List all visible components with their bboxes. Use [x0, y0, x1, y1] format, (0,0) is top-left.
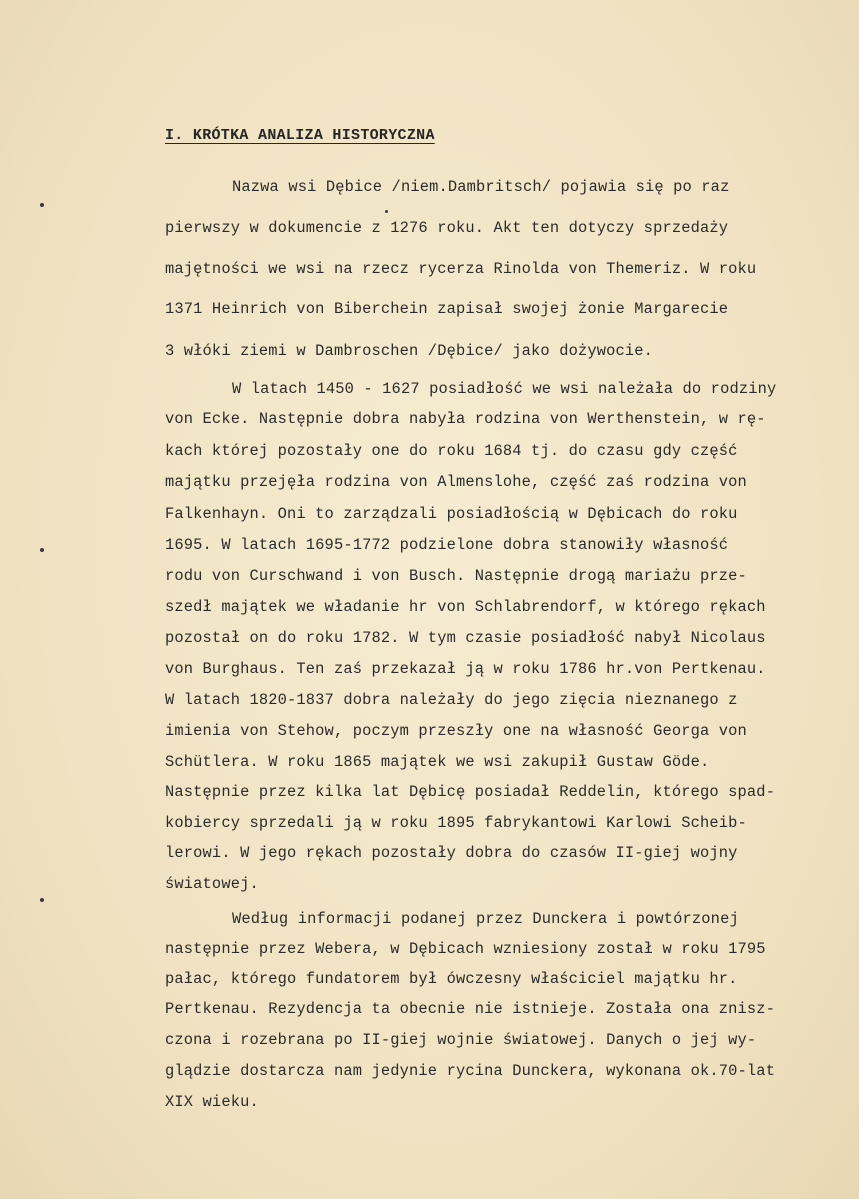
- text-line: majątku przejęła rodzina von Almenslohe, część zaś rodzina von: [165, 473, 747, 491]
- text-line: W latach 1450 - 1627 posiadłość we wsi należała do rodziny: [232, 380, 777, 398]
- text-line: XIX wieku.: [165, 1093, 259, 1111]
- text-line: lerowi. W jego rękach pozostały dobra do czasów II-giej wojny: [165, 844, 738, 862]
- text-line: 3 włóki ziemi w Dambroschen /Dębice/ jako dożywocie.: [165, 342, 654, 360]
- text-line: glądzie dostarcza nam jedynie rycina Dunckera, wykonana ok.70-lat: [165, 1062, 776, 1080]
- text-line: Falkenhayn. Oni to zarządzali posiadłością w Dębicach do roku: [165, 505, 738, 523]
- text-line: pierwszy w dokumencie z 1276 roku. Akt ten dotyczy sprzedaży: [165, 219, 729, 237]
- text-line: von Ecke. Następnie dobra nabyła rodzina von Werthenstein, w rę-: [165, 410, 766, 428]
- text-line: rodu von Curschwand i von Busch. Następnie drogą mariażu prze-: [165, 567, 747, 585]
- text-line: światowej.: [165, 875, 259, 893]
- text-line: czona i rozebrana po II-giej wojnie światowej. Danych o jej wy-: [165, 1031, 757, 1049]
- text-line: von Burghaus. Ten zaś przekazał ją w roku 1786 hr.von Pertkenau.: [165, 660, 766, 678]
- paper-speck: [40, 548, 44, 552]
- text-line: kach której pozostały one do roku 1684 tj. do czasu gdy część: [165, 442, 738, 460]
- text-line: 1371 Heinrich von Biberchein zapisał swojej żonie Margarecie: [165, 300, 729, 318]
- paper-speck: [40, 898, 44, 902]
- text-line: szedł majątek we władanie hr von Schlabrendorf, w którego rękach: [165, 598, 766, 616]
- text-line: Następnie przez kilka lat Dębicę posiadał Reddelin, którego spad-: [165, 783, 776, 801]
- text-line: kobiercy sprzedali ją w roku 1895 fabrykantowi Karlowi Scheib-: [165, 814, 747, 832]
- text-line: imienia von Stehow, poczym przeszły one na własność Georga von: [165, 722, 747, 740]
- text-line: pałac, którego fundatorem był ówczesny właściciel majątku hr.: [165, 970, 738, 988]
- text-line: pozostał on do roku 1782. W tym czasie posiadłość nabył Nicolaus: [165, 629, 766, 647]
- text-line: Według informacji podanej przez Dunckera i powtórzonej: [232, 910, 739, 928]
- paper-speck: [40, 203, 44, 207]
- text-line: 1695. W latach 1695-1772 podzielone dobra stanowiły własność: [165, 536, 729, 554]
- section-heading: I. KRÓTKA ANALIZA HISTORYCZNA: [165, 127, 435, 144]
- paper-speck: [385, 210, 388, 213]
- text-line: Pertkenau. Rezydencja ta obecnie nie istnieje. Została ona znisz-: [165, 1000, 776, 1018]
- text-line: następnie przez Webera, w Dębicach wzniesiony został w roku 1795: [165, 940, 766, 958]
- text-line: Nazwa wsi Dębice /niem.Dambritsch/ pojawia się po raz: [232, 178, 730, 196]
- text-line: Schütlera. W roku 1865 majątek we wsi zakupił Gustaw Göde.: [165, 753, 710, 771]
- text-line: W latach 1820-1837 dobra należały do jego zięcia nieznanego z: [165, 691, 738, 709]
- text-line: majętności we wsi na rzecz rycerza Rinolda von Themeriz. W roku: [165, 260, 757, 278]
